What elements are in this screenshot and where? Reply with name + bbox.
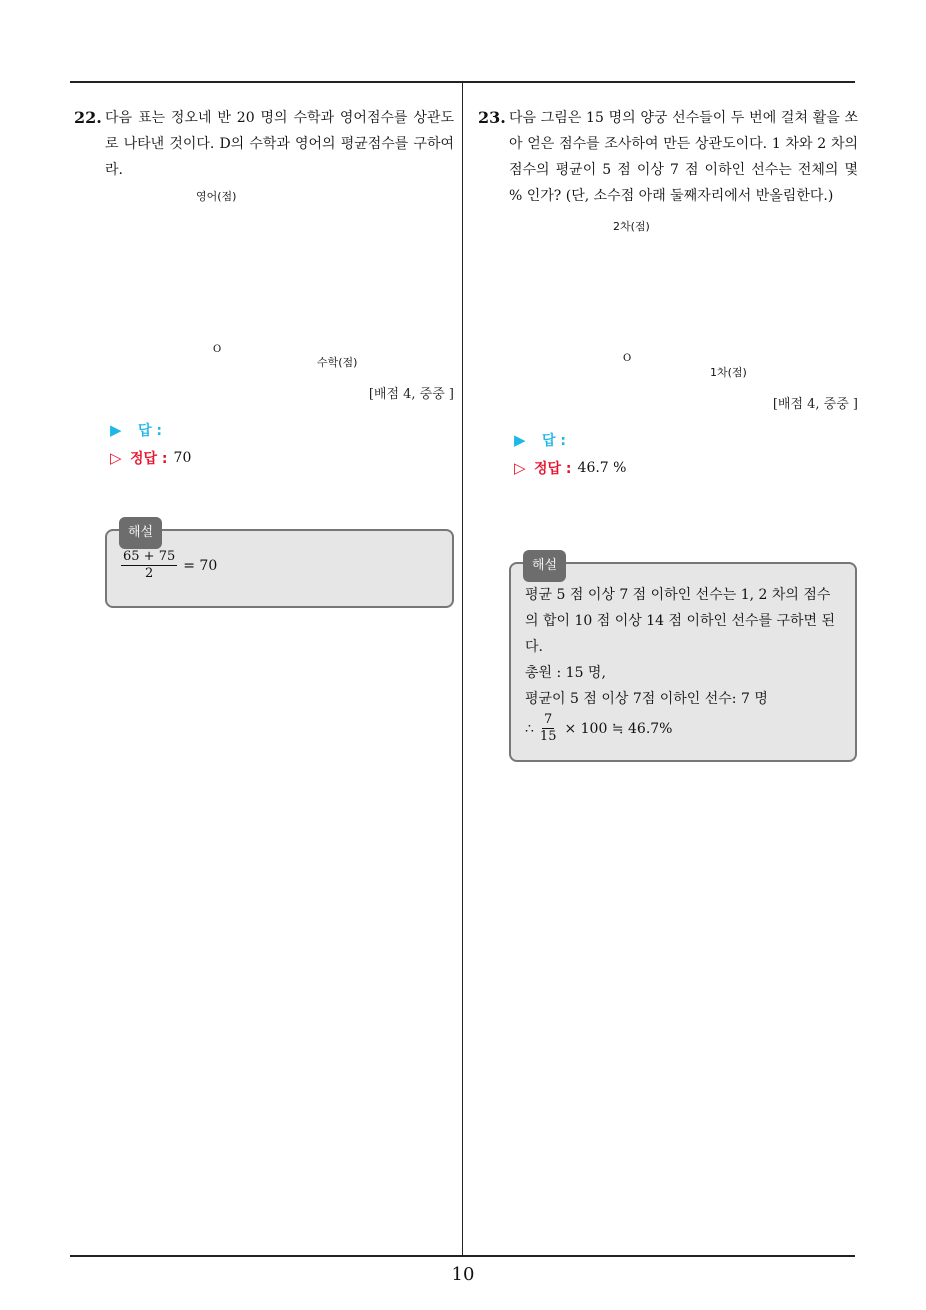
page-number: 10 xyxy=(451,1264,475,1285)
question-23 xyxy=(478,105,858,482)
solution-box-22 xyxy=(105,525,454,608)
solution-result: = 70 xyxy=(183,557,218,574)
play-triangle-icon: ▶ xyxy=(514,431,526,449)
question-23-stem xyxy=(478,105,858,209)
correct-answer-label: 정답 : xyxy=(130,451,168,467)
solution-tag: 해설 xyxy=(119,517,162,549)
correct-answer-value: 70 xyxy=(173,450,192,466)
scatter-chart-archery xyxy=(478,219,858,379)
correct-answer-line xyxy=(110,444,454,472)
correct-answer-value: 46.7 % xyxy=(577,460,627,476)
fraction-denominator: 15 xyxy=(539,729,557,744)
open-triangle-icon: ▷ xyxy=(110,449,122,467)
origin-label: O xyxy=(213,344,222,355)
open-triangle-icon: ▷ xyxy=(514,459,526,477)
question-22-stem xyxy=(74,105,454,183)
fraction-numerator: 65 + 75 xyxy=(123,549,176,564)
fraction-numerator: 7 xyxy=(544,712,553,727)
answer-label: 답 : xyxy=(138,423,162,439)
score-info: [배점 4, 중중 ] xyxy=(368,387,454,402)
solution-tag: 해설 xyxy=(523,550,566,582)
y-axis-label: 2차(점) xyxy=(613,220,650,233)
y-axis-label: 영어(점) xyxy=(196,190,237,203)
question-text: 다음 표는 정오네 반 20 명의 수학과 영어점수를 상관도로 나타낸 것이다. D의 수학과 영어의 평균점수를 구하여라. xyxy=(105,110,454,178)
solution-box-23 xyxy=(509,558,857,762)
answer-line xyxy=(514,426,858,454)
score-info: [배점 4, 중중 ] xyxy=(772,397,858,412)
correct-answer-line xyxy=(514,454,858,482)
question-22 xyxy=(74,105,454,472)
solution-result: × 100 ≒ 46.7% xyxy=(564,720,673,737)
solution-line-3: 평균이 5 점 이상 7점 이하인 선수: 7 명 xyxy=(525,691,768,707)
origin-label: O xyxy=(623,353,632,364)
solution-line-2: 총원 : 15 명, xyxy=(525,665,606,681)
solution-fraction xyxy=(538,712,559,745)
scatter-chart-math-english xyxy=(74,189,454,379)
answer-line xyxy=(110,416,454,444)
column-divider xyxy=(462,83,463,1257)
solution-fraction xyxy=(121,549,177,582)
x-axis-label: 수학(점) xyxy=(317,356,358,369)
question-text: 다음 그림은 15 명의 양궁 선수들이 두 번에 걸쳐 활을 쏘아 얻은 점수를 조사하여 만든 상관도이다. 1 차와 2 차의 점수의 평균이 5 점 이상 7 점 이하인 선수는 전체의 몇 % 인가? (단, 소수점 아래 둘째자리에서 반올림한다.) xyxy=(509,110,858,204)
solution-line-4 xyxy=(525,712,843,745)
question-number: 22. xyxy=(74,108,102,127)
correct-answer-label: 정답 : xyxy=(534,461,572,477)
x-axis-label: 1차(점) xyxy=(710,366,747,379)
answer-label: 답 : xyxy=(542,433,566,449)
solution-line-1: 평균 5 점 이상 7 점 이하인 선수는 1, 2 차의 점수의 합이 10 점 이상 14 점 이하인 선수를 구하면 된다. xyxy=(525,587,836,655)
therefore-symbol: ∴ xyxy=(525,720,534,737)
fraction-denominator: 2 xyxy=(144,566,154,581)
play-triangle-icon: ▶ xyxy=(110,421,122,439)
bottom-rule xyxy=(70,1255,855,1257)
question-number: 23. xyxy=(478,108,506,127)
